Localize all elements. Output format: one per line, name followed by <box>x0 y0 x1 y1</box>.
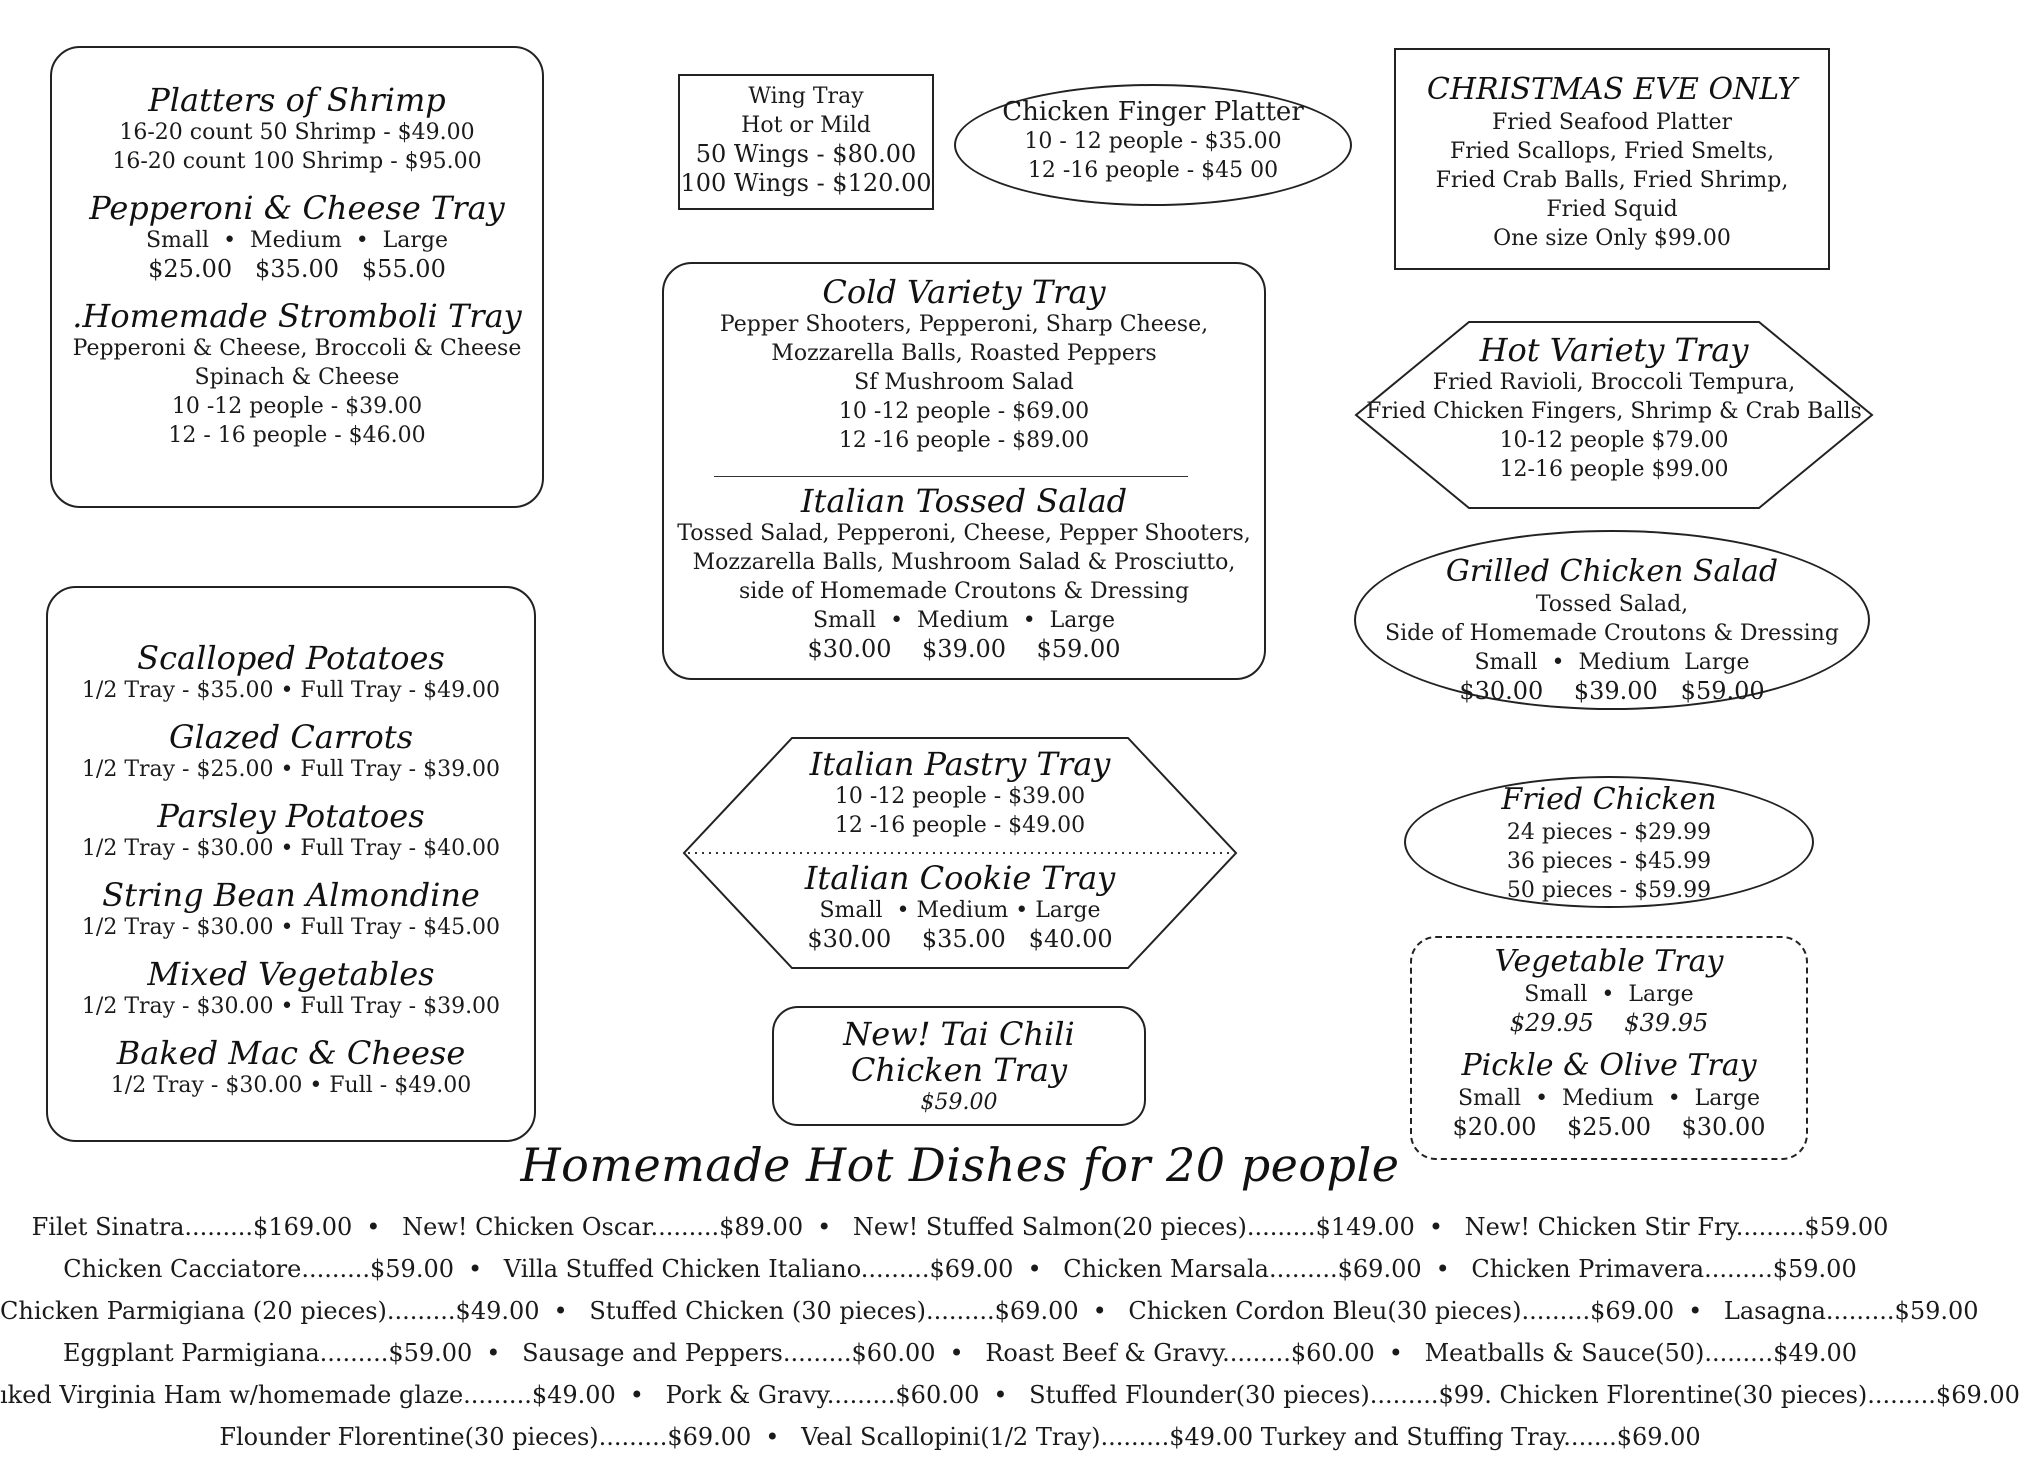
fried-chicken-line-2: 36 pieces - $45.99 <box>1506 849 1712 874</box>
hot-dishes-row-6: Flounder Florentine(30 pieces).........$69.00 • Veal Scallopini(1/2 Tray).........$49.00 Turkey and Stuffing Tray.......$69.00 <box>219 1423 1701 1451</box>
cold-variety-title: Cold Variety Tray <box>822 273 1106 311</box>
tossed-salad-line-2: Mozzarella Balls, Mushroom Salad & Prosciutto, <box>692 550 1236 575</box>
hot-dish-item: ıked Virginia Ham w/homemade glaze.........$49.00 <box>0 1381 616 1409</box>
pepperoni-title: Pepperoni & Cheese Tray <box>89 189 505 227</box>
vegetable-sizes: Small • Large <box>1524 982 1694 1007</box>
hot-variety-line-2: Fried Chicken Fingers, Shrimp & Crab Balls <box>1366 399 1862 424</box>
side-3-price: 1/2 Tray - $30.00 • Full Tray - $40.00 <box>81 836 501 861</box>
hot-dish-item: Veal Scallopini(1/2 Tray).........$49.00 Turkey and Stuffing Tray.......$69.00 <box>801 1423 1701 1451</box>
side-4-price: 1/2 Tray - $30.00 • Full Tray - $45.00 <box>81 915 501 940</box>
pastry-line-1: 10 -12 people - $39.00 <box>834 784 1086 809</box>
wing-line-1: Hot or Mild <box>741 113 871 138</box>
hot-dish-item: Filet Sinatra.........$169.00 <box>31 1213 353 1241</box>
hot-variety-line-1: Fried Ravioli, Broccoli Tempura, <box>1432 370 1796 395</box>
hot-variety-title: Hot Variety Tray <box>1479 331 1749 369</box>
side-5-title: Mixed Vegetables <box>147 955 435 993</box>
cold-variety-line-1: Pepper Shooters, Pepperoni, Sharp Cheese, <box>719 312 1209 337</box>
tai-chili-title-2: Chicken Tray <box>850 1051 1068 1089</box>
wing-line-3: 100 Wings - $120.00 <box>680 169 932 197</box>
pickle-sizes: Small • Medium • Large <box>1457 1086 1761 1111</box>
chicken-finger-line-1: 10 - 12 people - $35.00 <box>1024 129 1282 154</box>
stromboli-title: .Homemade Stromboli Tray <box>72 297 522 335</box>
stromboli-line-3: 10 -12 people - $39.00 <box>171 394 423 419</box>
hot-dish-item: Chicken Marsala.........$69.00 <box>1063 1255 1422 1283</box>
cold-variety-line-2: Mozzarella Balls, Roasted Peppers <box>771 341 1157 366</box>
vegetable-pickle-box <box>1410 936 1808 1160</box>
stromboli-line-4: 12 - 16 people - $46.00 <box>168 423 426 448</box>
grilled-salad-line-1: Tossed Salad, <box>1535 592 1689 617</box>
hot-dish-item: New! Stuffed Salmon(20 pieces).........$149.00 <box>852 1213 1415 1241</box>
cold-box-divider <box>714 476 1188 477</box>
hot-dish-item: Stuffed Flounder(30 pieces).........$99. Chicken Florentine(30 pieces).........$69.00 <box>1029 1381 2020 1409</box>
side-6-price: 1/2 Tray - $30.00 • Full - $49.00 <box>110 1073 472 1098</box>
fried-chicken-line-3: 50 pieces - $59.99 <box>1506 878 1712 903</box>
chicken-finger-box <box>954 84 1352 206</box>
shrimp-line-2: 16-20 count 100 Shrimp - $95.00 <box>112 149 482 174</box>
cold-variety-line-5: 12 -16 people - $89.00 <box>838 428 1090 453</box>
side-1-price: 1/2 Tray - $35.00 • Full Tray - $49.00 <box>81 678 501 703</box>
shrimp-line-1: 16-20 count 50 Shrimp - $49.00 <box>119 120 475 145</box>
hot-dishes-row-2: Chicken Cacciatore.........$59.00 • Villa Stuffed Chicken Italiano.........$69.00 • Chicken Marsala.........$69.00 • Chicken Primavera.........$59.00 <box>63 1255 1857 1283</box>
side-1-title: Scalloped Potatoes <box>137 639 445 677</box>
stromboli-line-1: Pepperoni & Cheese, Broccoli & Cheese <box>72 336 522 361</box>
hot-dish-item: New! Chicken Stir Fry.........$59.00 <box>1464 1213 1889 1241</box>
tai-chili-title-1: New! Tai Chili <box>843 1015 1075 1053</box>
pepperoni-sizes: Small • Medium • Large <box>145 228 449 253</box>
christmas-line-2: Fried Scallops, Fried Smelts, <box>1449 139 1775 164</box>
chicken-finger-title: Chicken Finger Platter <box>1002 97 1304 127</box>
sides-box <box>46 586 536 1142</box>
hot-dishes-row-1: Filet Sinatra.........$169.00 • New! Chicken Oscar.........$89.00 • New! Stuffed Salmon(20 pieces).........$149.00 • New! Chicken Stir Fry.........$59.00 <box>31 1213 1889 1241</box>
hot-dish-item: Lasagna.........$59.00 <box>1723 1297 1979 1325</box>
hot-dishes-heading: Homemade Hot Dishes for 20 people <box>520 1138 1400 1192</box>
wing-tray-box <box>678 74 934 210</box>
wing-line-2: 50 Wings - $80.00 <box>695 140 917 168</box>
wing-title: Wing Tray <box>748 84 864 109</box>
tossed-salad-line-1: Tossed Salad, Pepperoni, Cheese, Pepper Shooters, <box>677 521 1251 546</box>
pepperoni-prices: $25.00 $35.00 $55.00 <box>148 255 446 283</box>
fried-chicken-line-1: 24 pieces - $29.99 <box>1506 820 1712 845</box>
christmas-eve-box <box>1394 48 1830 270</box>
hot-dishes-row-5: ıked Virginia Ham w/homemade glaze.........$49.00 • Pork & Gravy.........$60.00 • Stuffed Flounder(30 pieces).........$99. Chicken Florentine(30 pieces).........$69.00 <box>0 1381 2020 1409</box>
hot-dish-item: Flounder Florentine(30 pieces).........$69.00 <box>219 1423 752 1451</box>
hot-variety-box <box>1354 320 1874 510</box>
hot-dish-item: Chicken Cacciatore.........$59.00 <box>63 1255 454 1283</box>
fried-chicken-box <box>1404 776 1814 908</box>
vegetable-title: Vegetable Tray <box>1494 944 1724 979</box>
cookie-title: Italian Cookie Tray <box>804 859 1116 897</box>
grilled-salad-title: Grilled Chicken Salad <box>1445 554 1779 589</box>
shrimp-title: Platters of Shrimp <box>148 81 446 119</box>
hot-variety-line-3: 10-12 people $79.00 <box>1499 428 1729 453</box>
hot-dish-item: Sausage and Peppers.........$60.00 <box>522 1339 936 1367</box>
hot-variety-line-4: 12-16 people $99.00 <box>1499 457 1729 482</box>
chicken-finger-line-2: 12 -16 people - $45 00 <box>1027 158 1279 183</box>
grilled-salad-prices: $30.00 $39.00 $59.00 <box>1459 677 1765 705</box>
tai-chili-price: $59.00 <box>920 1090 998 1115</box>
fried-chicken-title: Fried Chicken <box>1501 782 1717 817</box>
cold-variety-line-3: Sf Mushroom Salad <box>854 370 1074 395</box>
tossed-salad-prices: $30.00 $39.00 $59.00 <box>807 635 1121 663</box>
side-6-title: Baked Mac & Cheese <box>116 1034 466 1072</box>
tai-chili-box <box>772 1006 1146 1126</box>
christmas-title: CHRISTMAS EVE ONLY <box>1426 72 1798 107</box>
side-2-title: Glazed Carrots <box>168 718 414 756</box>
hot-dish-item: Eggplant Parmigiana.........$59.00 <box>62 1339 473 1367</box>
shrimp-box <box>50 46 544 508</box>
tossed-salad-title: Italian Tossed Salad <box>800 482 1128 520</box>
side-2-price: 1/2 Tray - $25.00 • Full Tray - $39.00 <box>81 757 501 782</box>
tossed-salad-line-3: side of Homemade Croutons & Dressing <box>738 579 1190 604</box>
pickle-prices: $20.00 $25.00 $30.00 <box>1452 1113 1766 1141</box>
hot-dish-item: Stuffed Chicken (30 pieces).........$69.00 <box>589 1297 1079 1325</box>
side-4-title: String Bean Almondine <box>102 876 480 914</box>
hot-dish-item: Chicken Parmigiana (20 pieces).........$49.00 <box>0 1297 540 1325</box>
christmas-line-5: One size Only $99.00 <box>1493 226 1731 251</box>
hot-dishes-row-4: Eggplant Parmigiana.........$59.00 • Sausage and Peppers.........$60.00 • Roast Beef & Gravy.........$60.00 • Meatballs & Sauce(50).........$49.00 <box>62 1339 1858 1367</box>
pastry-cookie-box <box>682 736 1238 970</box>
grilled-chicken-salad-box <box>1354 530 1870 710</box>
cold-variety-box <box>662 262 1266 680</box>
pickle-title: Pickle & Olive Tray <box>1461 1048 1757 1083</box>
cookie-prices: $30.00 $35.00 $40.00 <box>807 925 1113 953</box>
hot-dish-item: Chicken Primavera.........$59.00 <box>1471 1255 1857 1283</box>
hot-dish-item: Pork & Gravy.........$60.00 <box>665 1381 980 1409</box>
hot-dish-item: New! Chicken Oscar.........$89.00 <box>402 1213 804 1241</box>
christmas-line-1: Fried Seafood Platter <box>1491 110 1732 135</box>
side-5-price: 1/2 Tray - $30.00 • Full Tray - $39.00 <box>81 994 501 1019</box>
grilled-salad-line-2: Side of Homemade Croutons & Dressing <box>1385 621 1839 646</box>
hot-dish-item: Meatballs & Sauce(50).........$49.00 <box>1424 1339 1858 1367</box>
stromboli-line-2: Spinach & Cheese <box>194 365 400 390</box>
hot-dish-item: Roast Beef & Gravy.........$60.00 <box>985 1339 1375 1367</box>
grilled-salad-sizes: Small • Medium Large <box>1474 650 1750 675</box>
vegetable-prices: $29.95 $39.95 <box>1509 1009 1709 1037</box>
pastry-line-2: 12 -16 people - $49.00 <box>834 813 1086 838</box>
hot-dishes-row-3: Chicken Parmigiana (20 pieces).........$49.00 • Stuffed Chicken (30 pieces).........$69.00 • Chicken Cordon Bleu(30 pieces).........$69.00 • Lasagna.........$59.00 <box>0 1297 1979 1325</box>
christmas-line-4: Fried Squid <box>1546 197 1678 222</box>
pastry-title: Italian Pastry Tray <box>809 745 1111 783</box>
side-3-title: Parsley Potatoes <box>157 797 425 835</box>
tossed-salad-sizes: Small • Medium • Large <box>812 608 1116 633</box>
christmas-line-3: Fried Crab Balls, Fried Shrimp, <box>1435 168 1789 193</box>
cold-variety-line-4: 10 -12 people - $69.00 <box>838 399 1090 424</box>
hot-dish-item: Chicken Cordon Bleu(30 pieces).........$69.00 <box>1128 1297 1675 1325</box>
hot-dish-item: Villa Stuffed Chicken Italiano.........$69.00 <box>503 1255 1014 1283</box>
cookie-sizes: Small • Medium • Large <box>819 898 1101 923</box>
